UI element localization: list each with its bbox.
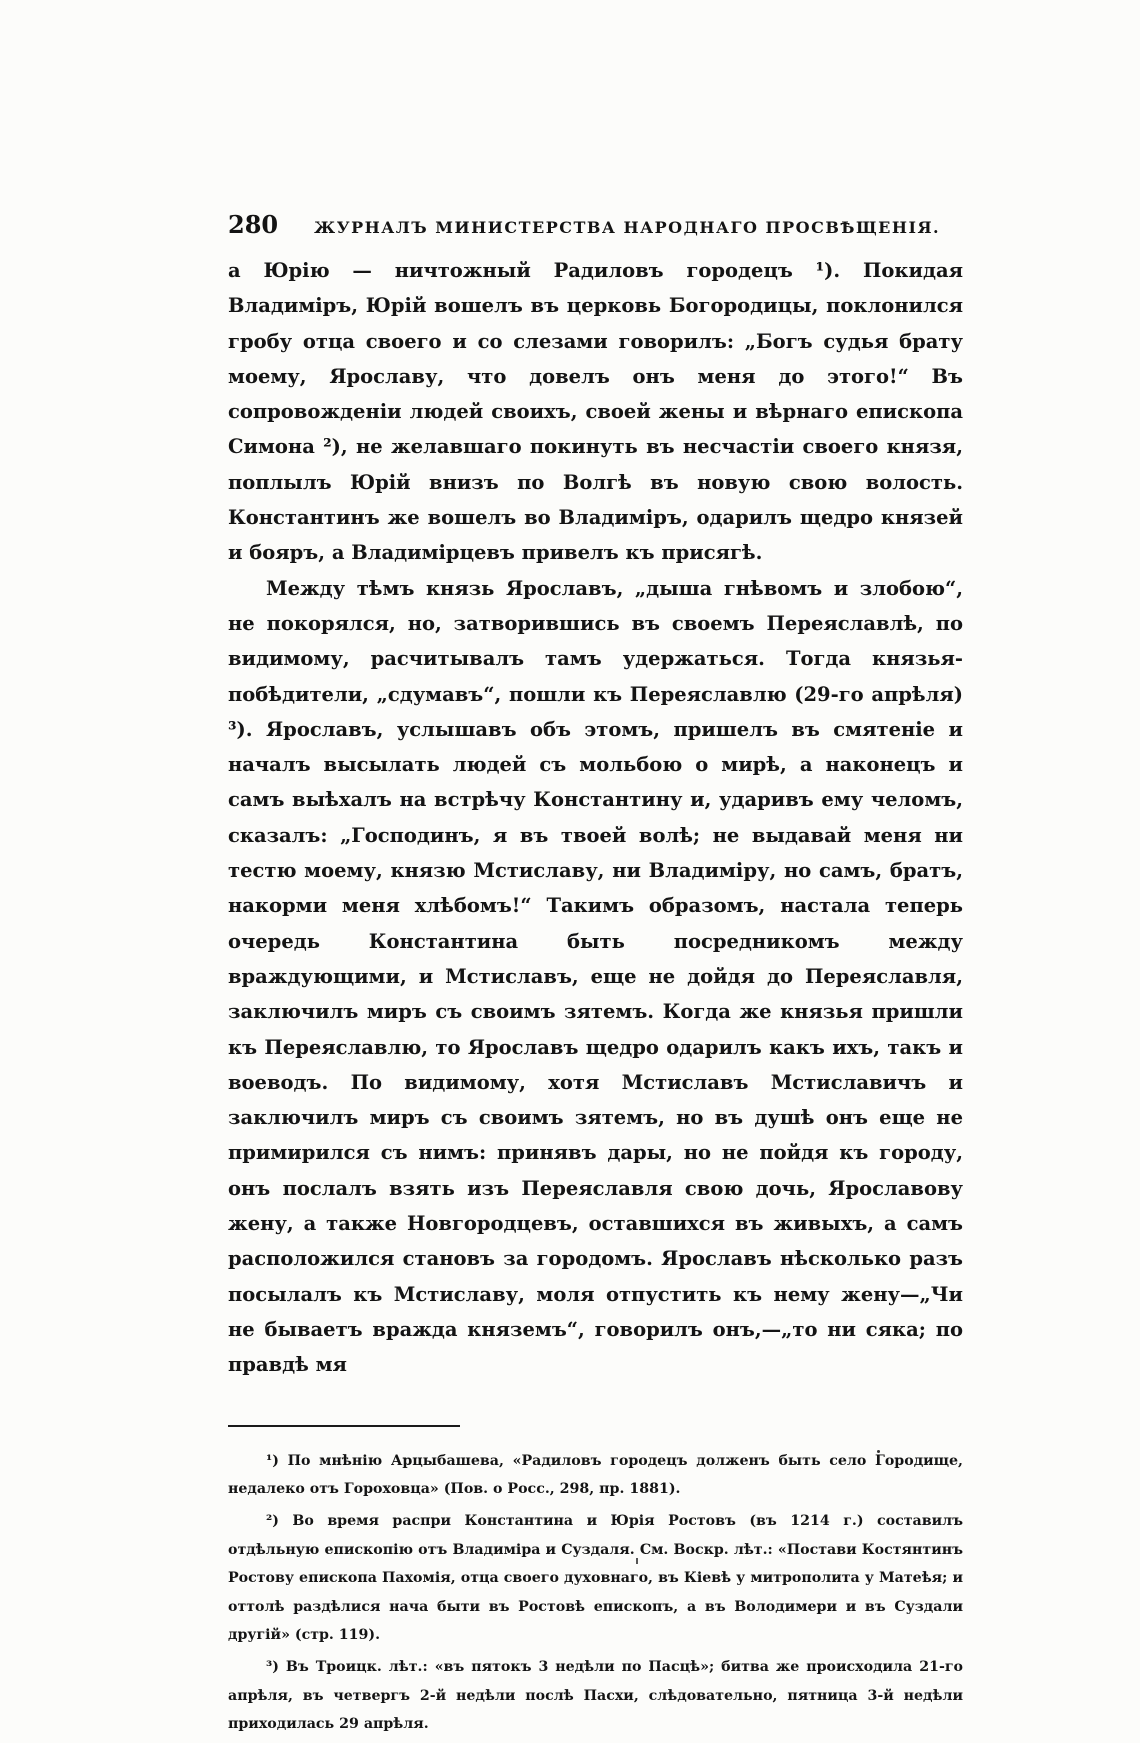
footnote-divider (228, 1425, 460, 1427)
scan-mark (636, 1558, 638, 1564)
paragraph-2: Между тѣмъ князь Ярославъ, „дыша гнѣвомъ и злобою“, не покорялся, но, затворившись въ своемъ Переяславлѣ, по видимому, расчитывалъ тамъ удержаться. Тогда князья-побѣдители, „сдумавъ“, пошли къ Переяславлю (29-го апрѣля) ³). Ярославъ, услышавъ объ этомъ, пришелъ въ смятеніе и началъ высылать людей съ мольбою о мирѣ, а наконецъ и самъ выѣхалъ на встрѣчу Константину и, ударивъ ему челомъ, сказалъ: „Господинъ, я въ твоей волѣ; не выдавай меня ни тестю моему, князю Мстиславу, ни Владиміру, но самъ, братъ, накорми меня хлѣбомъ!“ Такимъ образомъ, настала теперь очередь Константина быть посредникомъ между враждующими, и Мстиславъ, еще не дойдя до Переяславля, заключилъ миръ съ своимъ зятемъ. Когда же князья пришли къ Переяславлю, то Ярославъ щедро одарилъ какъ ихъ, такъ и воеводъ. По видимому, хотя Мстиславъ Мстиславичъ и заключилъ миръ съ своимъ зятемъ, но въ душѣ онъ еще не примирился съ нимъ: принявъ дары, но не пойдя къ городу, онъ послалъ взять изъ Переяславля свою дочь, Ярославову жену, а также Новгородцевъ, оставшихся въ живыхъ, а самъ расположился становъ за городомъ. Ярославъ нѣсколько разъ посылалъ къ Мстиславу, моля отпустить къ нему жену—„Чи не бываетъ вражда княземъ“, говорилъ онъ,—„то ни сяка; по правдѣ мя (228, 576, 963, 1377)
footnote-1: ¹) По мнѣнію Арцыбашева, «Радиловъ городецъ долженъ быть село Городище, недалеко отъ Гороховца» (Пов. о Росс., 298, пр. 1881). (228, 1452, 963, 1497)
book-page (228, 210, 963, 1743)
page-number: 280 (228, 210, 279, 239)
footnotes (228, 1447, 963, 1739)
scan-speck (877, 1450, 880, 1453)
footnote-2: ²) Во время распри Константина и Юрія Ростовъ (въ 1214 г.) составилъ отдѣльную епископію отъ Владиміра и Суздаля. См. Воскр. лѣт.: «Постави Костянтинъ Ростову епископа Пахомія, отца своего духовнаго, въ Кіевѣ у митрополита у Матеѣя; и оттолѣ раздѣлися нача быти въ Ростовѣ епископъ, а въ Володимери и въ Суздали другій» (стр. 119). (228, 1513, 963, 1643)
main-text (228, 253, 963, 1383)
running-head (228, 210, 963, 239)
footnote-3: ³) Въ Троицк. лѣт.: «въ пятокъ 3 недѣли по Пасцѣ»; битва же происходила 21-го апрѣля, въ четвергъ 2-й недѣли послѣ Пасхи, слѣдовательно, пятница 3-й недѣли приходилась 29 апрѣля. (228, 1659, 963, 1733)
paragraph-1: а Юрію — ничтожный Радиловъ городецъ ¹). Покидая Владиміръ, Юрій вошелъ въ церковь Богородицы, поклонился гробу отца своего и со слезами говорилъ: „Богъ судья брату моему, Ярославу, что довелъ онъ меня до этого!“ Въ сопровожденіи людей своихъ, своей жены и вѣрнаго епископа Симона ²), не желавшаго покинуть въ несчастіи своего князя, поплылъ Юрій внизъ по Волгѣ въ новую свою волость. Константинъ же вошелъ во Владиміръ, одарилъ щедро князей и бояръ, а Владимірцевъ привелъ къ присягѣ. (228, 259, 963, 565)
journal-title: ЖУРНАЛЪ МИНИСТЕРСТВА НАРОДНАГО ПРОСВѢЩЕНІЯ. (314, 218, 941, 237)
